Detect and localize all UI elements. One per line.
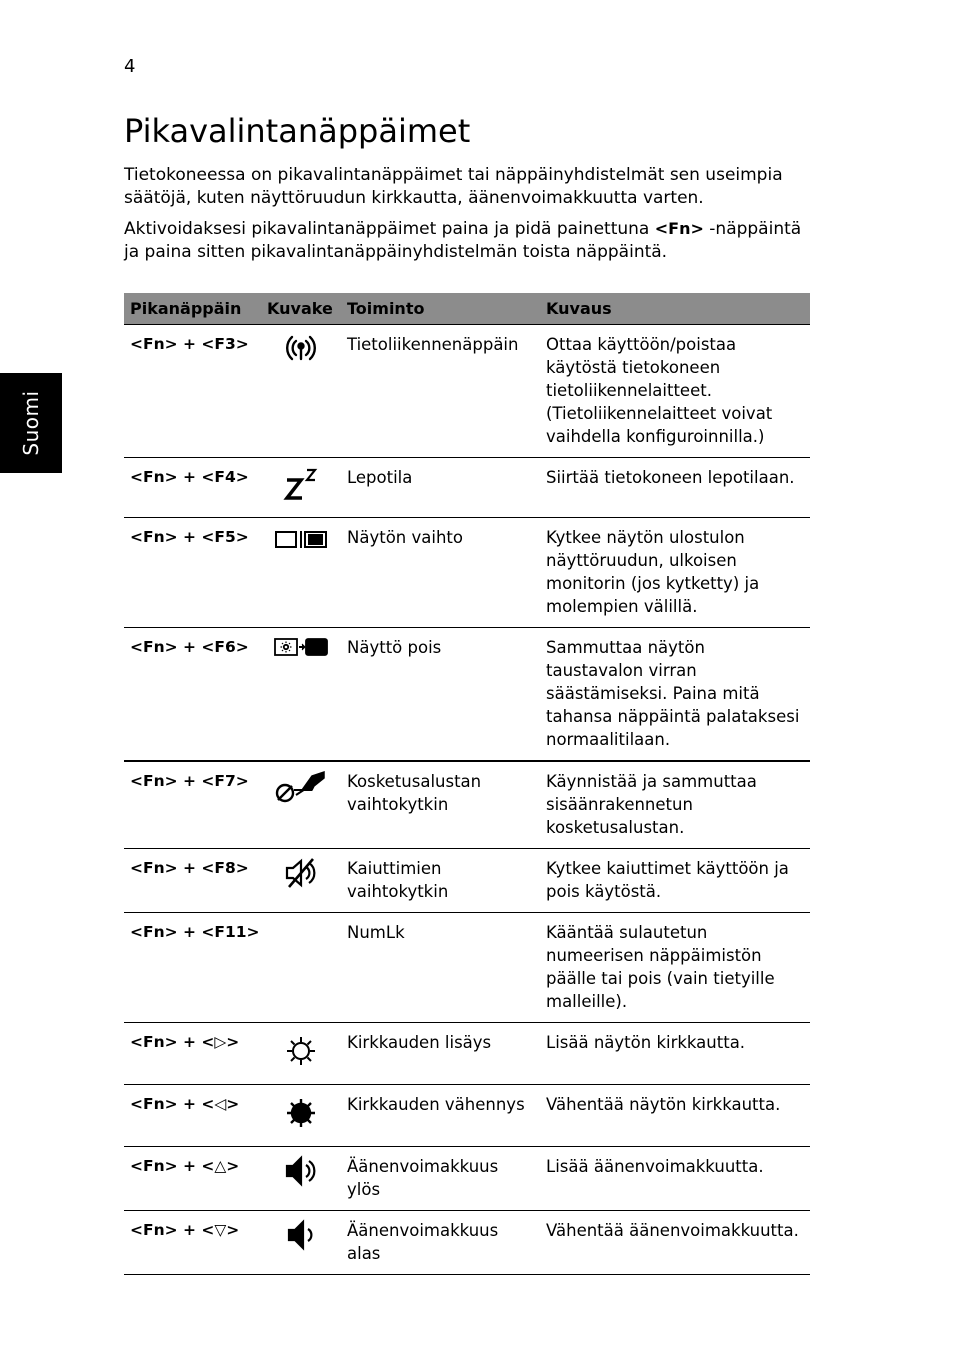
sleep-icon — [279, 464, 323, 502]
hotkey-cell: <Fn> + <F3> — [124, 325, 261, 458]
function-cell: Äänenvoimakkuus alas — [341, 1211, 540, 1275]
table-row — [124, 1023, 810, 1085]
table-row — [124, 1085, 810, 1147]
description-cell: Lisää näytön kirkkautta. — [540, 1023, 810, 1085]
table-row — [124, 1211, 810, 1275]
hotkey-cell: <Fn> + <F6> — [124, 628, 261, 762]
volume-up-icon — [281, 1153, 321, 1189]
hotkey-cell: <Fn> + <F11> — [124, 913, 261, 1023]
function-cell: Kirkkauden lisäys — [341, 1023, 540, 1085]
function-cell: Lepotila — [341, 458, 540, 518]
speaker-mute-icon — [281, 855, 321, 891]
table-row — [124, 1147, 810, 1211]
icon-cell — [261, 628, 341, 762]
description-cell: Ottaa käyttöön/poistaa käytöstä tietokoneen tietoliikennelaitteet. (Tietoliikennelaitteet voivat vaihdella konfiguroinnilla.) — [540, 325, 810, 458]
language-side-tab — [0, 373, 62, 473]
display-toggle-icon — [273, 524, 329, 554]
brightness-up-icon — [281, 1029, 321, 1069]
description-cell: Vähentää äänenvoimakkuutta. — [540, 1211, 810, 1275]
intro-paragraph-1: Tietokoneessa on pikavalintanäppäimet tai näppäinyhdistelmät sen useimpia säätöjä, kuten näyttöruudun kirkkautta, äänenvoimakkuutta varten. — [124, 165, 783, 208]
header-icon: Kuvake — [261, 293, 341, 325]
icon-cell — [261, 849, 341, 913]
display-off-icon — [272, 634, 330, 660]
wireless-icon — [279, 331, 323, 365]
table-row — [124, 761, 810, 849]
intro-text-before: Aktivoidaksesi pikavalintanäppäimet paina ja pidä painettuna — [124, 219, 655, 239]
hotkey-cell: <Fn> + <▷> — [124, 1023, 261, 1085]
description-cell: Vähentää näytön kirkkautta. — [540, 1085, 810, 1147]
hotkey-cell: <Fn> + <△> — [124, 1147, 261, 1211]
table-header-row — [124, 293, 810, 325]
table-row — [124, 849, 810, 913]
hotkey-cell: <Fn> + <F7> — [124, 761, 261, 849]
hotkey-cell: <Fn> + <▽> — [124, 1211, 261, 1275]
icon-cell — [261, 518, 341, 628]
description-cell: Lisää äänenvoimakkuutta. — [540, 1147, 810, 1211]
table-row — [124, 458, 810, 518]
brightness-down-icon — [281, 1091, 321, 1131]
icon-cell — [261, 325, 341, 458]
intro-text-after: -näppäintä ja paina sitten pikavalintanäppäinyhdistelmän toista näppäintä. — [124, 219, 802, 262]
hotkey-table — [124, 293, 810, 1275]
icon-cell — [261, 761, 341, 849]
function-cell: Tietoliikennenäppäin — [341, 325, 540, 458]
function-cell: Näytön vaihto — [341, 518, 540, 628]
header-function: Toiminto — [341, 293, 540, 325]
description-cell: Käynnistää ja sammuttaa sisäänrakennetun kosketusalustan. — [540, 761, 810, 849]
hotkey-cell: <Fn> + <F4> — [124, 458, 261, 518]
table-row — [124, 913, 810, 1023]
fn-key-label: <Fn> — [654, 219, 704, 238]
function-cell: Kosketusalustan vaihtokytkin — [341, 761, 540, 849]
hotkey-cell: <Fn> + <◁> — [124, 1085, 261, 1147]
description-cell: Kytkee kaiuttimet käyttöön ja pois käytöstä. — [540, 849, 810, 913]
table-row — [124, 628, 810, 762]
function-cell: Näyttö pois — [341, 628, 540, 762]
icon-cell — [261, 458, 341, 518]
touchpad-toggle-icon — [272, 768, 330, 804]
volume-down-icon — [281, 1217, 321, 1253]
function-cell: Äänenvoimakkuus ylös — [341, 1147, 540, 1211]
function-cell: Kirkkauden vähennys — [341, 1085, 540, 1147]
hotkey-cell: <Fn> + <F8> — [124, 849, 261, 913]
header-hotkey: Pikanäppäin — [124, 293, 261, 325]
icon-cell — [261, 1147, 341, 1211]
description-cell: Kytkee näytön ulostulon näyttöruudun, ulkoisen monitorin (jos kytketty) ja molempien välillä. — [540, 518, 810, 628]
table-row — [124, 518, 810, 628]
hotkey-cell: <Fn> + <F5> — [124, 518, 261, 628]
description-cell: Siirtää tietokoneen lepotilaan. — [540, 458, 810, 518]
side-tab-label: Suomi — [19, 390, 43, 456]
icon-cell — [261, 1085, 341, 1147]
function-cell: Kaiuttimien vaihtokytkin — [341, 849, 540, 913]
table-row — [124, 325, 810, 458]
function-cell: NumLk — [341, 913, 540, 1023]
page-title: Pikavalintanäppäimet — [124, 112, 471, 150]
page-number: 4 — [124, 56, 136, 77]
icon-cell — [261, 1023, 341, 1085]
header-description: Kuvaus — [540, 293, 810, 325]
description-cell: Kääntää sulautetun numeerisen näppäimistön päälle tai pois (vain tietyille malleille). — [540, 913, 810, 1023]
intro-paragraph-2 — [124, 217, 814, 264]
icon-cell — [261, 913, 341, 1023]
icon-cell — [261, 1211, 341, 1275]
description-cell: Sammuttaa näytön taustavalon virran säästämiseksi. Paina mitä tahansa näppäintä palataksesi normaalitilaan. — [540, 628, 810, 762]
